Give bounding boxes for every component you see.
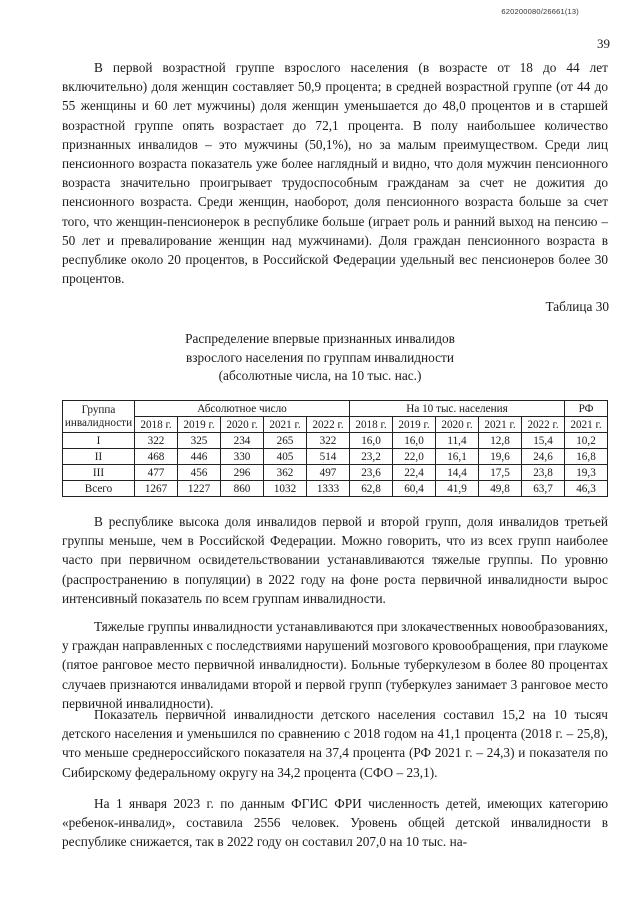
header-absolute: Абсолютное число bbox=[135, 401, 350, 417]
value-cell: 1032 bbox=[264, 481, 307, 497]
year-cell: 2020 г. bbox=[221, 417, 264, 433]
paragraph-group-share: В республике высока доля инвалидов первой и второй групп, доля инвалидов третьей группы меньше, чем в Российской Федерации. Можно говорить, что из всех групп наиболее часто при первичном освидетельствовании устанавливаются тяжелые группы. По уровню (распространению в популяции) в 2022 году на фоне роста первичной инвалидности вырос интенсивный показатель по всем группам инвалидности. bbox=[62, 514, 608, 606]
year-cell: 2019 г. bbox=[178, 417, 221, 433]
value-cell: 60,4 bbox=[393, 481, 436, 497]
value-cell: 446 bbox=[178, 449, 221, 465]
table-row-total bbox=[63, 481, 608, 497]
value-cell: 234 bbox=[221, 433, 264, 449]
page-number: 39 bbox=[597, 36, 610, 51]
value-cell: 16,8 bbox=[565, 449, 608, 465]
value-cell: 468 bbox=[135, 449, 178, 465]
value-cell: 16,0 bbox=[393, 433, 436, 449]
year-cell: 2020 г. bbox=[436, 417, 479, 433]
value-cell: 330 bbox=[221, 449, 264, 465]
group-cell: I bbox=[63, 433, 135, 449]
paragraph-severe-groups: Тяжелые группы инвалидности устанавливаются при злокачественных новообразованиях, у граждан направленных с последствиями нарушений мозгового кровообращения, при глаукоме (пятое ранговое место первичной инвалидности). Больные туберкулезом в более 80 процентах случаев признаются инвалидами второй и первой групп (туберкулез занимает 3 ранговое место первичной инвалидности). bbox=[62, 619, 608, 711]
value-cell: 14,4 bbox=[436, 465, 479, 481]
document-id: 620200080/26661(13) bbox=[501, 7, 579, 16]
table-row bbox=[63, 449, 608, 465]
paragraph-child-count: На 1 января 2023 г. по данным ФГИС ФРИ численность детей, имеющих категорию «ребенок-инвалид», составила 2556 человек. Уровень общей детской инвалидности в республике снижается, так в 2022 году он составил 207,0 на 10 тыс. на- bbox=[62, 796, 608, 850]
value-cell: 15,4 bbox=[522, 433, 565, 449]
value-cell: 497 bbox=[307, 465, 350, 481]
value-cell: 477 bbox=[135, 465, 178, 481]
value-cell: 362 bbox=[264, 465, 307, 481]
value-cell: 62,8 bbox=[350, 481, 393, 497]
header-per-10k: На 10 тыс. населения bbox=[350, 401, 565, 417]
value-cell: 19,3 bbox=[565, 465, 608, 481]
disability-table bbox=[62, 400, 608, 497]
value-cell: 1227 bbox=[178, 481, 221, 497]
year-cell: 2021 г. bbox=[479, 417, 522, 433]
value-cell: 12,8 bbox=[479, 433, 522, 449]
group-cell: II bbox=[63, 449, 135, 465]
header-group: Группа инвалидности bbox=[63, 401, 135, 433]
year-cell: 2021 г. bbox=[565, 417, 608, 433]
value-cell: 41,9 bbox=[436, 481, 479, 497]
value-cell: 24,6 bbox=[522, 449, 565, 465]
value-cell: 322 bbox=[135, 433, 178, 449]
value-cell: 22,0 bbox=[393, 449, 436, 465]
table-row bbox=[63, 465, 608, 481]
year-cell: 2022 г. bbox=[307, 417, 350, 433]
value-cell: 19,6 bbox=[479, 449, 522, 465]
caption-line: (абсолютные числа, на 10 тыс. нас.) bbox=[218, 368, 422, 383]
table-header-row bbox=[63, 401, 608, 417]
value-cell: 23,6 bbox=[350, 465, 393, 481]
year-cell: 2018 г. bbox=[350, 417, 393, 433]
group-cell: Всего bbox=[63, 481, 135, 497]
header-rf: РФ bbox=[565, 401, 608, 417]
value-cell: 22,4 bbox=[393, 465, 436, 481]
value-cell: 16,0 bbox=[350, 433, 393, 449]
year-cell: 2022 г. bbox=[522, 417, 565, 433]
value-cell: 46,3 bbox=[565, 481, 608, 497]
value-cell: 265 bbox=[264, 433, 307, 449]
table-years-row bbox=[63, 417, 608, 433]
value-cell: 23,2 bbox=[350, 449, 393, 465]
value-cell: 860 bbox=[221, 481, 264, 497]
value-cell: 456 bbox=[178, 465, 221, 481]
value-cell: 1333 bbox=[307, 481, 350, 497]
caption-line: взрослого населения по группам инвалидности bbox=[186, 349, 454, 365]
paragraph-child-disability: Показатель первичной инвалидности детского населения составил 15,2 на 10 тысяч детского населения и уменьшился по сравнению с 2018 годом на 41,1 процента (2018 г. – 25,8), что меньше среднероссийского показателя на 37,4 процента (РФ 2021 г. – 24,3) и показателя по Сибирскому федеральному округу на 34,2 процента (СФО – 23,1). bbox=[62, 707, 608, 780]
value-cell: 17,5 bbox=[479, 465, 522, 481]
value-cell: 296 bbox=[221, 465, 264, 481]
table-row bbox=[63, 433, 608, 449]
value-cell: 63,7 bbox=[522, 481, 565, 497]
group-cell: III bbox=[63, 465, 135, 481]
table-label: Таблица 30 bbox=[545, 299, 609, 314]
value-cell: 16,1 bbox=[436, 449, 479, 465]
value-cell: 23,8 bbox=[522, 465, 565, 481]
paragraph-age-groups: В первой возрастной группе взрослого населения (в возрасте от 18 до 44 лет включительно) доля женщин составляет 50,9 процента; в средней возрастной группе (от 44 до 55 женщины и 60 лет мужчины) доля женщин уменьшается до 48,0 процентов и в старшей возрастной группе опять возрастает до 72,1 процента. В полу наибольшее количество признанных инвалидов – это мужчины (50,1%), но за малым преимуществом. Среди лиц пенсионного возраста показатель уже более наглядный и видно, что доля мужчин пенсионного возраста значительно проигрывает трудоспособным гражданам за счет не дожития до пенсионного возраста. Среди женщин, наоборот, доля пенсионного возраста больше за счет того, что женщин-пенсионерок в республике больше (играет роль и ранний выход на пенсию – 50 лет и превалирование женщин над мужчинами). Доля граждан пенсионного возраста в республике около 20 процентов, в Российской Федерации удельный вес пенсионеров более 30 процентов. bbox=[62, 60, 608, 287]
value-cell: 325 bbox=[178, 433, 221, 449]
value-cell: 1267 bbox=[135, 481, 178, 497]
value-cell: 11,4 bbox=[436, 433, 479, 449]
value-cell: 322 bbox=[307, 433, 350, 449]
year-cell: 2021 г. bbox=[264, 417, 307, 433]
value-cell: 405 bbox=[264, 449, 307, 465]
value-cell: 49,8 bbox=[479, 481, 522, 497]
value-cell: 514 bbox=[307, 449, 350, 465]
year-cell: 2018 г. bbox=[135, 417, 178, 433]
caption-line: Распределение впервые признанных инвалидов bbox=[185, 331, 455, 346]
table-caption bbox=[0, 330, 640, 386]
value-cell: 10,2 bbox=[565, 433, 608, 449]
year-cell: 2019 г. bbox=[393, 417, 436, 433]
